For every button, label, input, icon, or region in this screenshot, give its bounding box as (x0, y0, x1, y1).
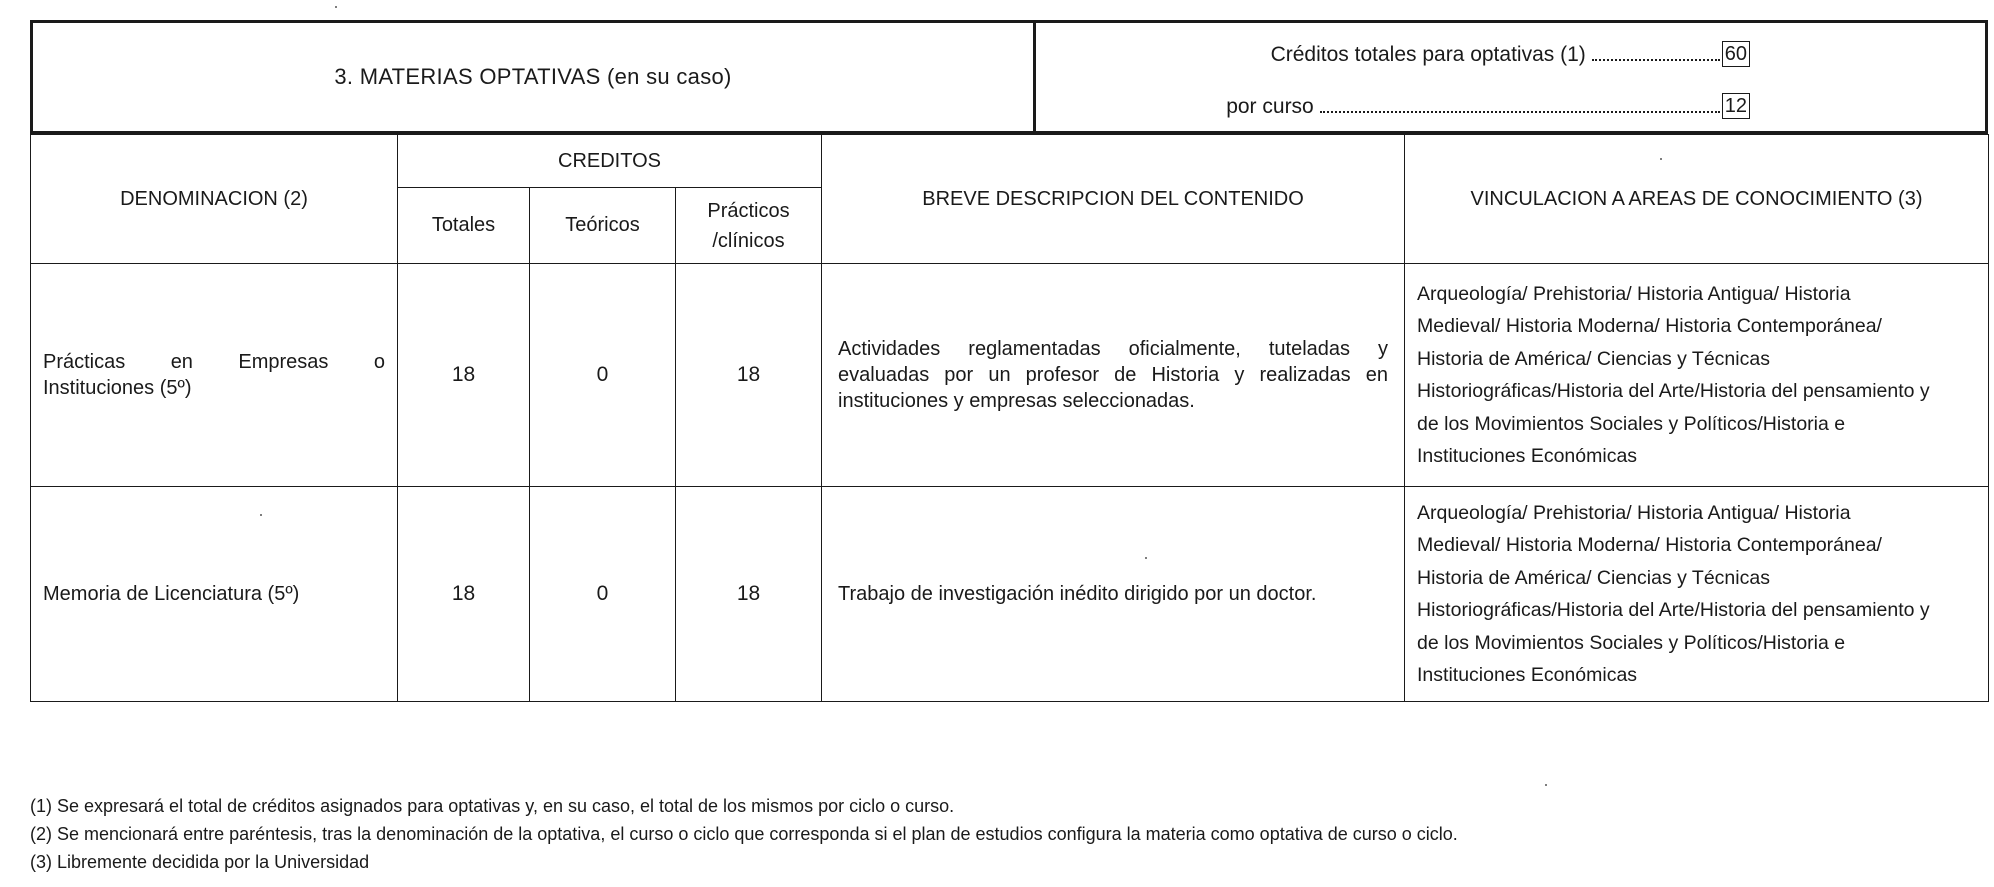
vinculacion-line: Historia de América/ Ciencias y Técnicas (1417, 347, 1770, 370)
row-practicos: 18 (676, 264, 822, 487)
vinculacion-line: Instituciones Económicas (1417, 664, 1638, 686)
header-creditos: CREDITOS (398, 135, 822, 188)
scan-speck (1545, 784, 1547, 786)
row-vinculacion (1405, 487, 1989, 702)
header-practicos-line2: /clínicos (712, 229, 785, 252)
scan-speck (335, 6, 337, 8)
footnotes (30, 792, 1458, 876)
footnote: (3) Libremente decidida por la Universidad (30, 852, 370, 872)
row-descripcion: Actividades reglamentadas oficialmente, tuteladas y evaluadas por un profesor de Historia y realizadas en instituciones y empresas seleccionadas. (822, 264, 1405, 487)
credits-total-line (1271, 41, 1750, 67)
row-totales: 18 (398, 264, 530, 487)
row-descripcion: Trabajo de investigación inédito dirigido por un doctor. (822, 487, 1405, 702)
vinculacion-line: Historia de América/ Ciencias y Técnicas (1417, 566, 1770, 589)
section-title: 3. MATERIAS OPTATIVAS (en su caso) (334, 64, 732, 89)
row-teoricos: 0 (530, 264, 676, 487)
row-teoricos: 0 (530, 487, 676, 702)
credits-course-value: 12 (1722, 93, 1750, 119)
header-vinculacion: VINCULACION A AREAS DE CONOCIMIENTO (3) (1405, 135, 1989, 264)
footnote: (1) Se expresará el total de créditos asignados para optativas y, en su caso, el total de los mismos por ciclo o curso. (30, 796, 955, 816)
table-row (31, 264, 1989, 487)
header-denominacion: DENOMINACION (2) (31, 135, 398, 264)
section-header (30, 20, 1988, 134)
row-denominacion (31, 264, 398, 487)
row-totales: 18 (398, 487, 530, 702)
row-denominacion: Memoria de Licenciatura (5º) (31, 487, 398, 702)
vinculacion-line: de los Movimientos Sociales y Políticos/Historia e (1417, 412, 1846, 435)
header-practicos (676, 188, 822, 264)
header-descripcion: BREVE DESCRIPCION DEL CONTENIDO (822, 135, 1405, 264)
header-divider (1033, 23, 1036, 131)
vinculacion-line: Historiográficas/Historia del Arte/Historia del pensamiento y (1417, 380, 1930, 402)
vinculacion-line: Instituciones Económicas (1417, 445, 1638, 467)
credits-total-label: Créditos totales para optativas (1) (1270, 43, 1586, 66)
vinculacion-line: Medieval/ Historia Moderna/ Historia Contemporánea/ (1417, 534, 1882, 556)
header-teoricos: Teóricos (530, 188, 676, 264)
credits-course-line (1226, 93, 1750, 119)
row-vinculacion (1405, 264, 1989, 487)
vinculacion-line: Medieval/ Historia Moderna/ Historia Contemporánea/ (1417, 315, 1882, 337)
credits-course-label: por curso (1226, 95, 1314, 118)
name-line1: Prácticas en Empresas o (43, 351, 385, 373)
optativas-table (30, 134, 1989, 702)
credits-total-value: 60 (1722, 41, 1750, 67)
dot-leader (1592, 59, 1720, 61)
name-line2: Instituciones (5º) (43, 377, 192, 399)
table-row (31, 487, 1989, 702)
header-practicos-line1: Prácticos (707, 199, 790, 222)
vinculacion-line: Arqueología/ Prehistoria/ Historia Antigua/ Historia (1417, 282, 1851, 305)
vinculacion-line: Historiográficas/Historia del Arte/Historia del pensamiento y (1417, 599, 1930, 621)
dot-leader (1320, 111, 1720, 113)
row-practicos: 18 (676, 487, 822, 702)
footnote: (2) Se mencionará entre paréntesis, tras la denominación de la optativa, el curso o ciclo que corresponda si el plan de estudios configura la materia como optativa de curso o ciclo. (30, 824, 1458, 844)
vinculacion-line: Arqueología/ Prehistoria/ Historia Antigua/ Historia (1417, 501, 1851, 524)
vinculacion-line: de los Movimientos Sociales y Políticos/Historia e (1417, 631, 1846, 654)
header-totales: Totales (398, 188, 530, 264)
